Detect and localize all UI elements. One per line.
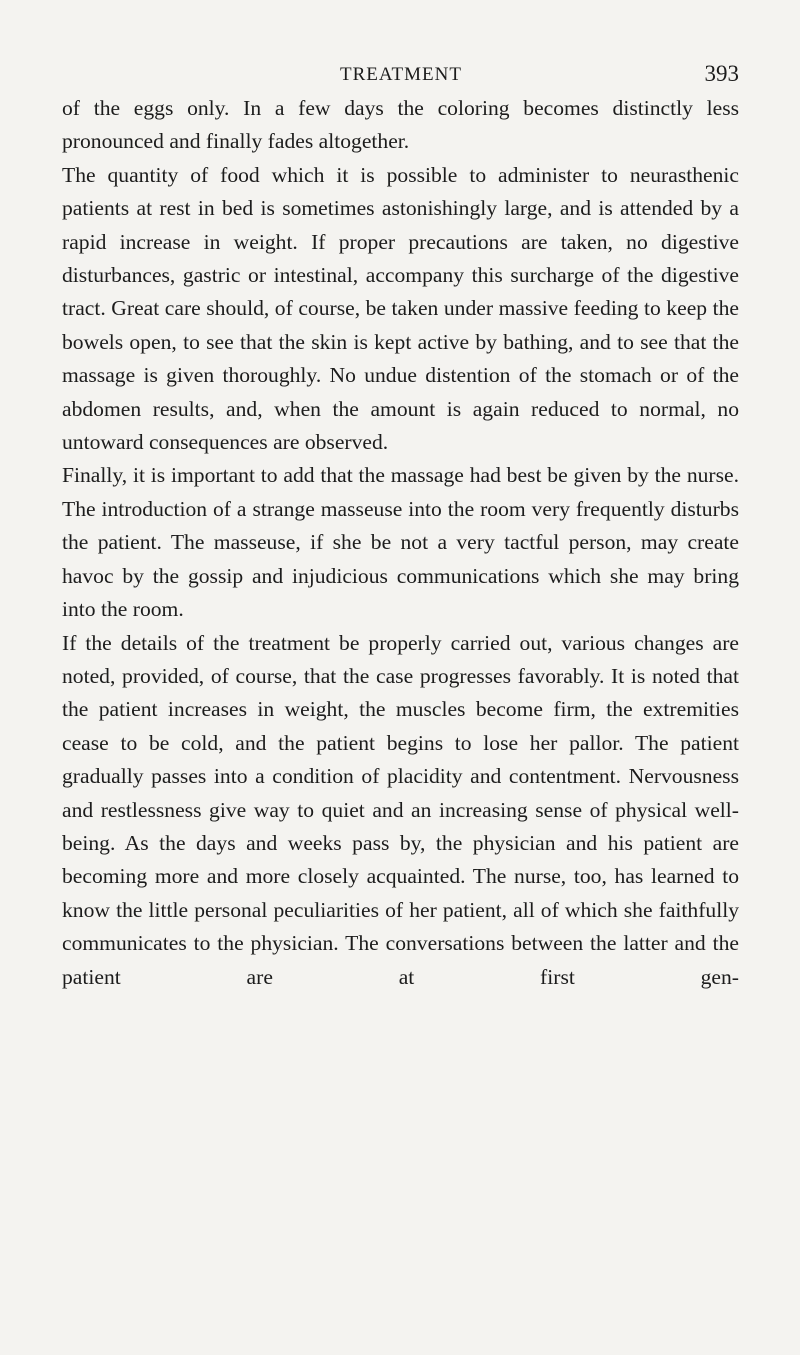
page-number: 393 (704, 61, 739, 86)
paragraph: of the eggs only. In a few days the coloring becomes distinctly less pronounced and finally fades altogether. (62, 96, 739, 154)
paragraph: If the details of the treatment be properly carried out, various changes are noted, provided, of course, that the case progresses favorably. It is noted that the patient increases in weight, the muscles become firm, the extremities cease to be cold, and the patient begins to lose her pallor. The patient gradually passes into a condition of placidity and contentment. Nervousness and restlessness give way to quiet and an increasing sense of physical well-being. As the days and weeks pass by, the physician and his patient are becoming more and more closely acquainted. The nurse, too, has learned to know the little personal peculiarities of her patient, all of which she faithfully communicates to the physician. The conversations between the latter and the patient are at first gen- (62, 630, 739, 989)
running-head (62, 60, 739, 92)
running-head-title: TREATMENT (340, 64, 462, 85)
book-page (62, 60, 739, 994)
body-text (62, 92, 739, 994)
paragraph: Finally, it is important to add that the massage had best be given by the nurse. The introduction of a strange masseuse into the room very frequently disturbs the patient. The masseuse, if she be not a very tactful person, may create havoc by the gossip and injudicious communications which she may bring into the room. (62, 463, 739, 622)
paragraph: The quantity of food which it is possible to administer to neurasthenic patients at rest in bed is sometimes astonishingly large, and is attended by a rapid increase in weight. If proper precautions are taken, no digestive disturbances, gastric or intestinal, accompany this surcharge of the digestive tract. Great care should, of course, be taken under massive feeding to keep the bowels open, to see that the skin is kept active by bathing, and to see that the massage is given thoroughly. No undue distention of the stomach or of the abdomen results, and, when the amount is again reduced to normal, no untoward consequences are observed. (62, 162, 739, 455)
